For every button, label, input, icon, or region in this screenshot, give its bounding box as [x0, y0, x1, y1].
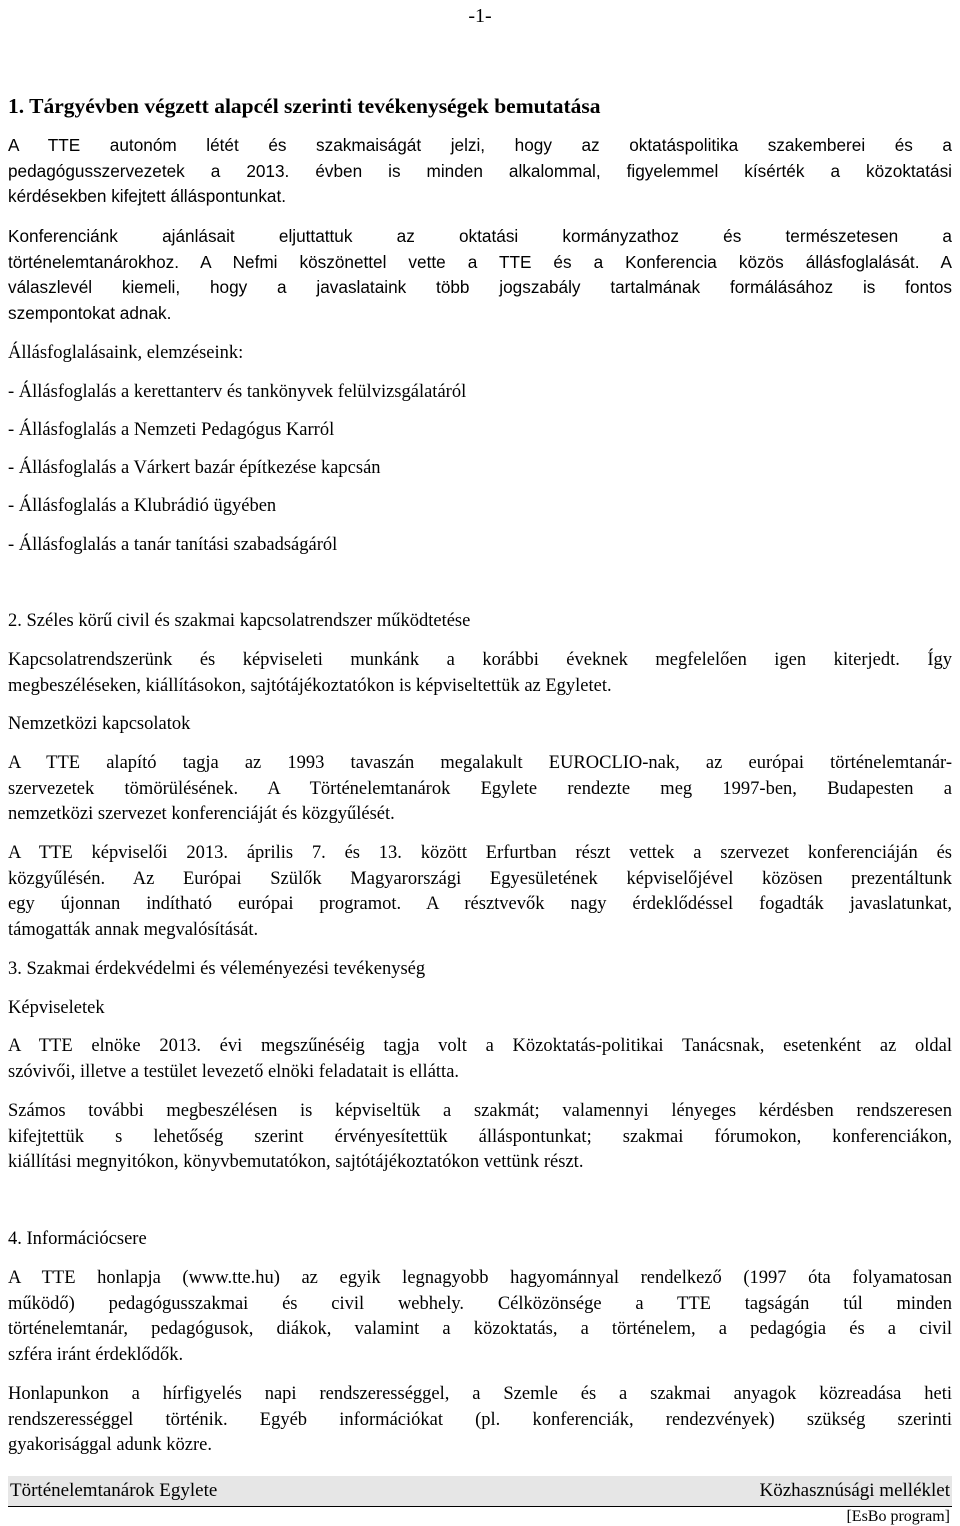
text-line: szóvivői, illetve a testület levezető elnöki feladatait is ellátta.: [8, 1061, 460, 1082]
text-line: nemzetközi szervezet konferenciáját és közgyűlését.: [8, 804, 395, 824]
section2-paragraph2: [8, 751, 952, 828]
text-line: kérdésekben kifejtett álláspontunkat.: [8, 186, 287, 206]
text-line: rendszerességgel történik. Egyéb információkat (pl. konferenciák, rendezvények) szükség szerinti: [8, 1409, 952, 1430]
text-line: válaszlevél kiemeli, hogy a javaslataink több jogszabály tartalmának formálásához is fontos: [8, 277, 952, 297]
section2-heading: 2. Széles körű civil és szakmai kapcsolatrendszer működtetése: [8, 611, 471, 631]
text-line: szervezetek tömörülésének. A Történelemtanárok Egylete rendezte meg 1997-ben, Budapesten a: [8, 778, 952, 799]
section4-heading: 4. Információcsere: [8, 1229, 147, 1249]
text-line: közgyűlésén. Az Európai Szülők Magyarországi Egyesületének képviselőjével közösen prezentáltunk: [8, 868, 952, 889]
statement-item: - Állásfoglalás a kerettanterv és tankönyvek felülvizsgálatáról: [8, 382, 467, 402]
statement-item: - Állásfoglalás a Klubrádió ügyében: [8, 496, 277, 516]
text-line: megbeszéléseken, kiállításokon, sajtótájékoztatókon is képviseltettük az Egyletet.: [8, 675, 612, 696]
text-line: Honlapunkon a hírfigyelés napi rendszerességgel, a Szemle és a szakmai anyagok közreadása heti: [8, 1384, 952, 1404]
text-line: szempontokat adnak.: [8, 302, 172, 323]
text-line: működő) pedagógusszakmai és civil webhely. Célközönsége a TTE tagságán túl minden: [8, 1293, 952, 1314]
page-footer: [8, 1476, 952, 1506]
footer-program-label: [EsBo program]: [846, 1508, 950, 1525]
text-line: történelemtanár, pedagógusok, diákok, valamint a közoktatás, a történelem, a pedagógia és a civil: [8, 1319, 952, 1339]
text-line: egy újonnan indítható európai programot. A résztvevők nagy érdeklődéssel fogadták javaslatunkat,: [8, 894, 952, 914]
text-line: gyakorisággal adunk közre.: [8, 1435, 212, 1455]
footer-organization: Történelemtanárok Egylete: [10, 1480, 218, 1501]
text-line: támogatták annak megvalósítását.: [8, 919, 259, 940]
text-line: A TTE autonóm létét és szakmaiságát jelzi, hogy az oktatáspolitika szakemberei és a: [8, 135, 952, 155]
section2-paragraph3: [8, 841, 952, 943]
footer-document-type: Közhasznúsági melléklet: [759, 1480, 950, 1501]
text-line: történelemtanárokhoz. A Nefmi köszönettel vette a TTE és a Konferencia közös állásfoglalását. A: [8, 251, 952, 272]
page-number: -1-: [468, 5, 492, 27]
text-line: A TTE alapító tagja az 1993 tavaszán megalakult EUROCLIO-nak, az európai történelemtanár-: [8, 753, 952, 773]
text-line: A TTE honlapja (www.tte.hu) az egyik legnagyobb hagyománnyal rendelkező (1997 óta folyamatosan: [8, 1268, 952, 1288]
text-line: Konferenciánk ajánlásait eljuttattuk az oktatási kormányzathoz és természetesen a: [8, 226, 952, 246]
text-line: A TTE elnöke 2013. évi megszűnéséig tagja volt a Közoktatás-politikai Tanácsnak, esetenként az oldal: [8, 1036, 952, 1056]
section1-paragraph2: [8, 224, 952, 326]
statement-item: - Állásfoglalás a Várkert bazár építkezése kapcsán: [8, 458, 381, 478]
section3-paragraph1: [8, 1034, 952, 1085]
statement-item: - Állásfoglalás a Nemzeti Pedagógus Karról: [8, 420, 335, 440]
section4-paragraph1: [8, 1266, 952, 1368]
text-line: pedagógusszervezetek a 2013. évben is minden alkalommal, figyelemmel kísérték a közoktatási: [8, 160, 952, 181]
section3-subheading: Képviseletek: [8, 998, 105, 1018]
document-page: [8, 0, 952, 1525]
text-line: Kapcsolatrendszerünk és képviseleti munkánk a korábbi éveknek megfelelően igen kiterjedt. Így: [8, 650, 952, 670]
text-line: kiállítási megnyitókon, könyvbemutatókon, sajtótájékoztatókon vettünk részt.: [8, 1152, 584, 1172]
text-line: A TTE képviselői 2013. április 7. és 13. között Erfurtban részt vettek a szervezet konferenciáján és: [8, 843, 952, 863]
footer-divider: [8, 1506, 952, 1507]
text-line: Számos további megbeszélésen is képviseltük a szakmát; valamennyi lényeges kérdésben rendszeresen: [8, 1101, 952, 1121]
section4-paragraph2: [8, 1382, 952, 1459]
section1-heading: 1. Tárgyévben végzett alapcél szerinti tevékenységek bemutatása: [8, 94, 601, 118]
section3-heading: 3. Szakmai érdekvédelmi és véleményezési tevékenység: [8, 959, 426, 979]
section3-paragraph2: [8, 1099, 952, 1176]
section2-paragraph1: [8, 648, 952, 699]
text-line: szféra iránt érdeklődők.: [8, 1344, 184, 1365]
section1-paragraph1: [8, 133, 952, 210]
statements-list-title: Állásfoglalásaink, elemzéseink:: [8, 343, 244, 363]
statement-item: - Állásfoglalás a tanár tanítási szabadságáról: [8, 535, 338, 555]
section2-subheading: Nemzetközi kapcsolatok: [8, 714, 191, 734]
text-line: kifejtettük s lehetőség szerint érvényesítettük álláspontunkat; szakmai fórumokon, konferenciákon,: [8, 1126, 952, 1147]
